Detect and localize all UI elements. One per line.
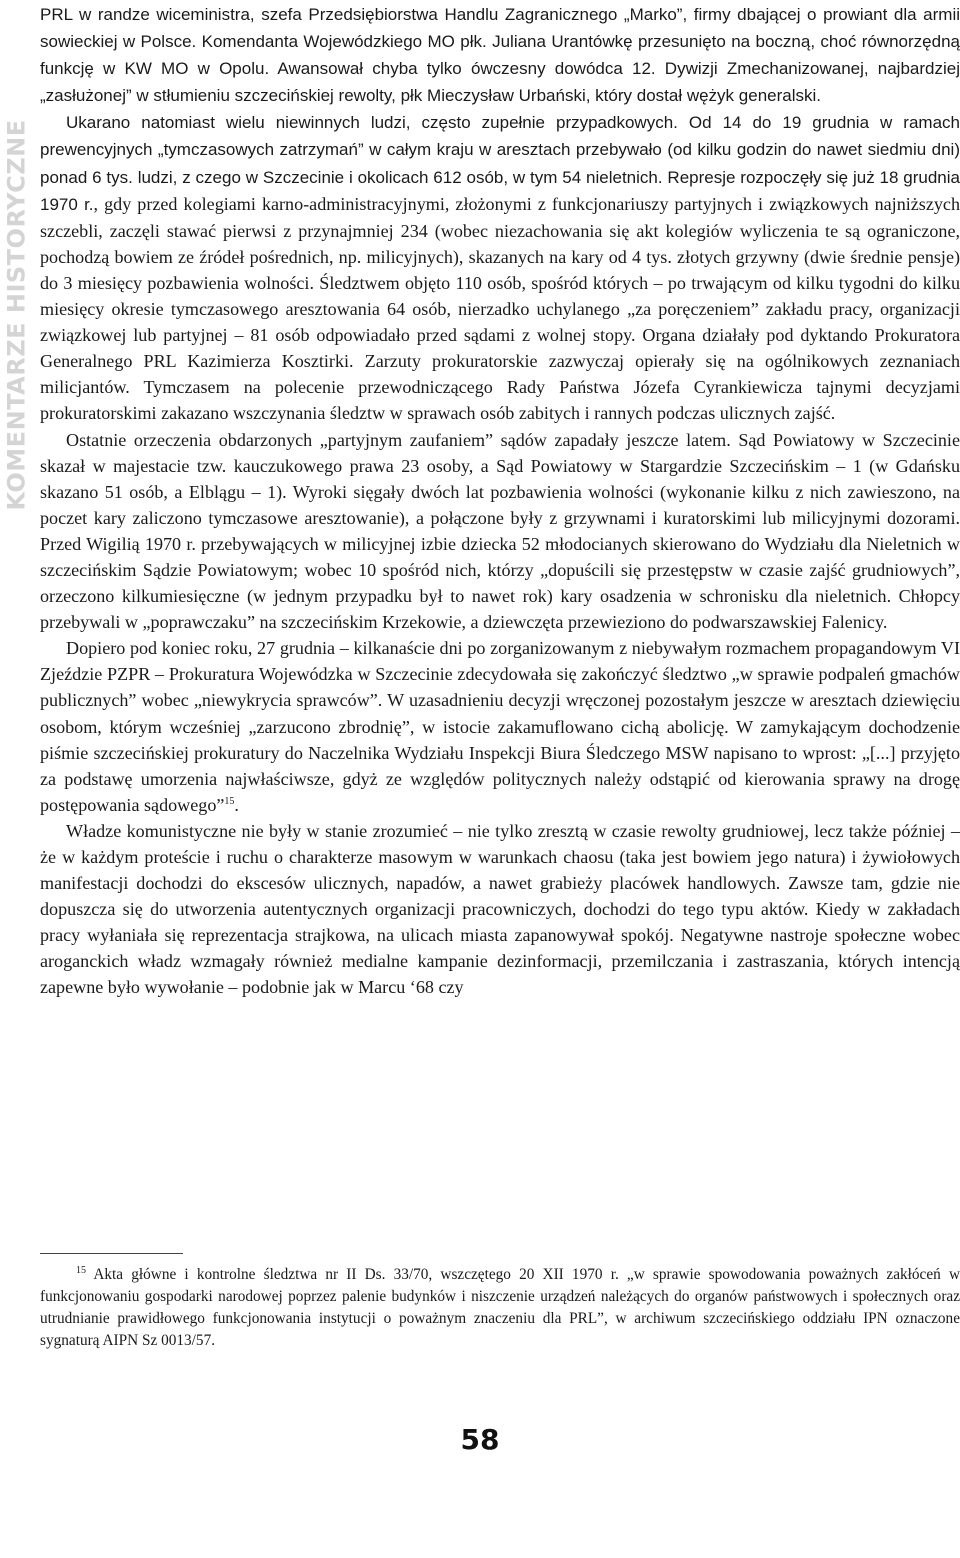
- footnote-number: 15: [76, 1264, 86, 1276]
- footnote-15: [40, 1264, 960, 1352]
- footnote-text: Akta główne i kontrolne śledztwa nr II Ds. 33/70, wszczętego 20 XII 1970 r. „w sprawie spowodowania poważnych zakłóceń w funkcjonowaniu gospodarki narodowej poprzez palenie budynków i niszczenie urządzeń należących do organów państwowych i społecznych oraz utrudnianie prawidłowego funkcjonowania instytucji o poważnym znaczeniu dla PRL”, w archiwum szczecińskiego oddziału IPN oznaczone sygnaturą AIPN Sz 0013/57.: [40, 1266, 960, 1349]
- body-paragraph: [40, 635, 960, 818]
- paragraph-text: Ostatnie orzeczenia obdarzonych „partyjnym zaufaniem” sądów zapadały jeszcze latem. Sąd Powiatowy w Szczecinie skazał w majestacie tzw. kauczukowego prawa 23 osoby, a Sąd Powiatowy w Stargardzie Szczecińskim – 1 (w Gdańsku skazano 51 osób, a Elblągu – 1). Wyroki sięgały dwóch lat pozbawienia wolności (wykonanie kilku z nich zawieszono, na poczet kary zaliczono tymczasowe aresztowanie), a połączone były z grzywnami i kuratorskimi lub milicyjnymi dozorami. Przed Wigilią 1970 r. przebywających w milicyjnej izbie dziecka 52 młodocianych skierowano do Wydziału dla Nieletnich w szczecińskim Sądzie Powiatowym; wobec 10 spośród nich, którzy „dopuścili się przestępstw w czasie zajść grudniowych”, orzeczono kilkumiesięczne (w jednym przypadku był to nawet rok) kary osadzenia w schronisku dla nieletnich. Chłopcy przebywali w „poprawczaku” na szczecińskim Krzekowie, a dziewczęta przewieziono do podwarszawskiej Falenicy.: [40, 429, 960, 633]
- body-paragraph: [40, 427, 960, 636]
- paragraph-text: PRL w randze wiceministra, szefa Przedsiębiorstwa Handlu Zagranicznego „Marko”, firmy dbającej o prowiant dla armii sowieckiej w Polsce. Komendanta Wojewódzkiego MO płk. Juliana Urantówkę przesunięto na boczną, choć równorzędną funkcję w KW MO w Opolu. Awansował chyba tylko ówczesny dowódca 12. Dywizji Zmechanizowanej, najbardziej „zasłużonej” w stłumieniu szczecińskiej rewolty, płk Mieczysław Urbański, który dostał wężyk generalski.: [40, 5, 960, 106]
- paragraph-text: Ukarano natomiast wielu niewinnych ludzi, często zupełnie przypadkowych. Od 14 do 19 grudnia w ramach prewencyjnych „tymczasowych zatrzymań” w całym kraju w aresztach przebywało (od kilku godzin do nawet siedmiu dni) ponad 6 tys. ludzi, z czego w Szczecinie i okolicach 612 osób, w tym 54 nieletnich. Represje rozpoczęły się już 18 grudnia 1970 r.: [40, 113, 960, 214]
- paragraph-text: Dopiero pod koniec roku, 27 grudnia – kilkanaście dni po zorganizowanym z niebywałym rozmachem propagandowym VI Zjeździe PZPR – Prokuratura Wojewódzka w Szczecinie zdecydowała się zakończyć śledztwo „w sprawie podpaleń gmachów publicznych” wobec „niewykrycia sprawców”. W uzasadnieniu decyzji wręczonej pozostałym jeszcze w aresztach dziewięciu osobom, którym wcześniej „zarzucono zbrodnię”, w istocie zakamuflowano cichą abolicję. W zamykającym dochodzenie piśmie szczecińskiej prokuratury do Naczelnika Wydziału Inspekcji Biura Śledczego MSW napisano to wprost: „[...] przyjęto za podstawę umorzenia najwłaściwsze, gdyż ze względów politycznych należy odstąpić od kierowania sprawy na drogę postępowania sądowego”: [40, 638, 960, 815]
- footnote-divider: [40, 1253, 183, 1254]
- side-label-text: KOMENTARZE HISTORYCZNE: [3, 119, 32, 511]
- page-number: 58: [460, 1423, 500, 1456]
- article-body: [40, 1, 960, 1001]
- footnote-reference: 15: [224, 795, 235, 807]
- paragraph-tail: .: [234, 794, 239, 815]
- body-paragraph: [40, 818, 960, 1001]
- paragraph-text: , gdy przed kolegiami karno-administracyjnymi, złożonymi z funkcjonariuszy partyjnych i związkowych najniższych szczebli, zaczęli stawać pierwsi z przynajmniej 234 (wobec niezachowania się akt kolegiów wyliczenia te są ograniczone, pochodzą bowiem ze źródeł pośrednich, np. milicyjnych), skazanych na kary od 4 tys. złotych grzywny (dwie średnie pensje) do 3 miesięcy pozbawienia wolności. Śledztwem objęto 110 osób, spośród których – po trwającym od kilku tygodni do kilku miesięcy okresie tymczasowego aresztowania 64 osób, nierzadko uchylanego „za poręczeniem” zakładu pracy, organizacji związkowej lub partyjnej – 81 osób odpowiadało przed sądami z wolnej stopy. Organa działały pod dyktando Prokuratora Generalnego PRL Kazimierza Kosztirki. Zarzuty prokuratorskie zazwyczaj opierały się na ogólnikowych zeznaniach milicjantów. Tymczasem na polecenie przewodniczącego Rady Państwa Józefa Cyrankiewicza tajnymi decyzjami prokuratorskimi zakazano wszczynania śledztw w sprawach osób zabitych i rannych podczas ulicznych zajść.: [40, 193, 960, 424]
- paragraph-text: Władze komunistyczne nie były w stanie zrozumieć – nie tylko zresztą w czasie rewolty grudniowej, lecz także później – że w każdym proteście i ruchu o charakterze masowym w warunkach chaosu (taka jest bowiem jego natura) i żywiołowych manifestacji dochodzi do ekscesów ulicznych, napadów, a nawet grabieży placówek handlowych. Zawsze tam, gdzie nie dopuszcza się do utworzenia autentycznych organizacji pracowniczych, dochodzi do tego typu aktów. Kiedy w zakładach pracy wyłaniała się reprezentacja strajkowa, na ulicach miasta zapanowywał spokój. Negatywne nastroje społeczne wobec aroganckich władz wzmagały również medialne kampanie dezinformacji, przemilczania i zastraszania, których intencją zapewne było wywołanie – podobnie jak w Marcu ‘68 czy: [40, 820, 960, 998]
- body-paragraph: [40, 1, 960, 109]
- body-paragraph: [40, 109, 960, 426]
- section-side-label: [2, 0, 32, 630]
